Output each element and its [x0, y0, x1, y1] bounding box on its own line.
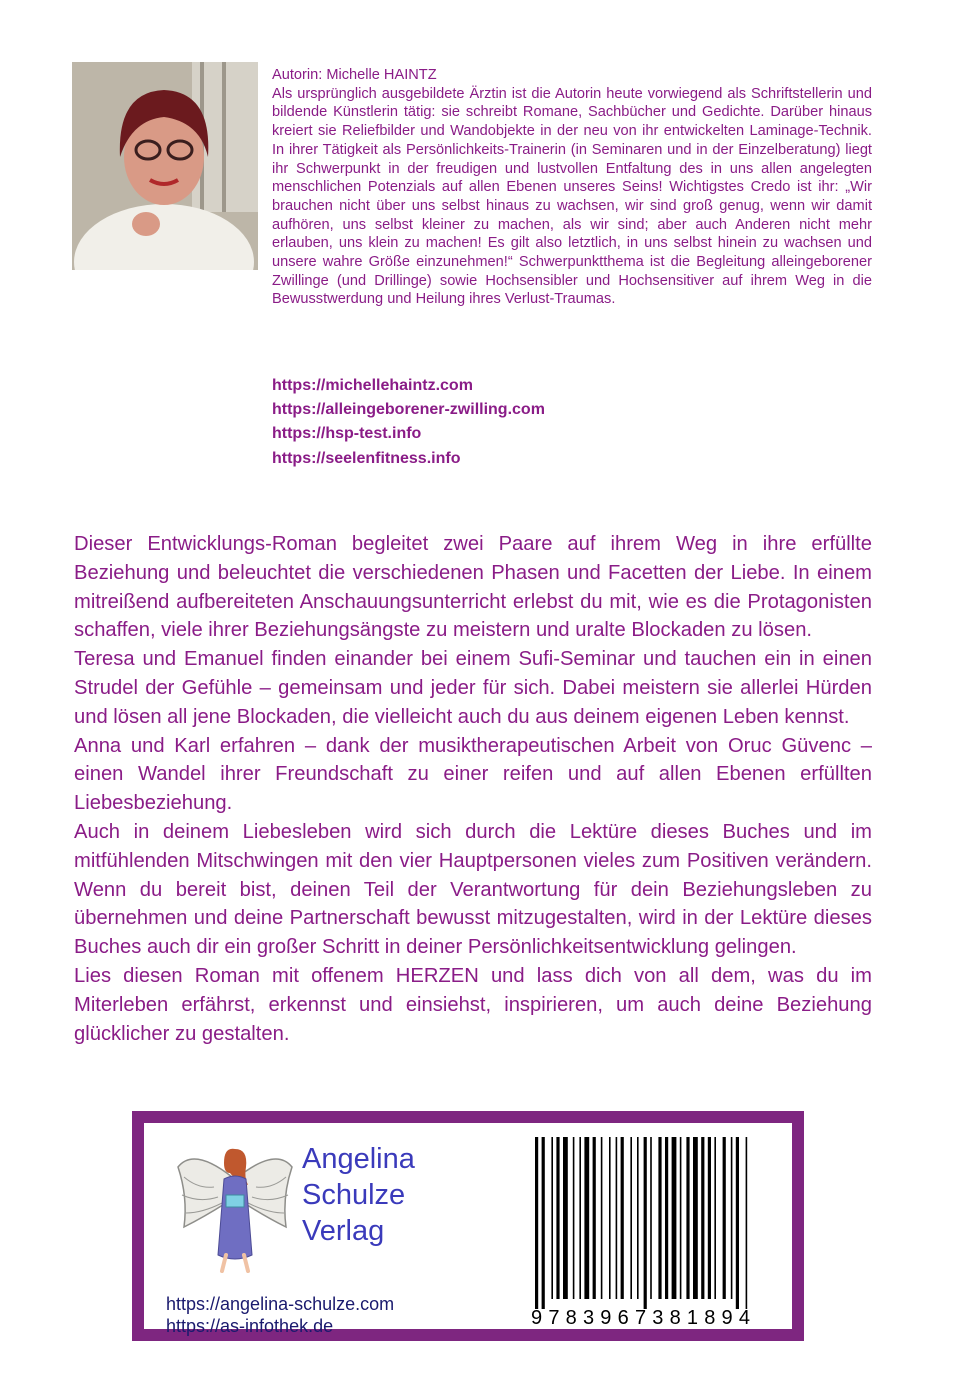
- publisher-name-line: Schulze: [302, 1179, 406, 1211]
- blurb-paragraph: Auch in deinem Liebesleben wird sich durch die Lektüre dieses Buches und im mitfühlenden Mitschwingen mit den vier Hauptpersonen vieles zum Positiven verändern. Wenn du bereit bist, deinen Teil der Verantwortung für dein Beziehungsleben zu übernehmen und deine Partnerschaft bewusst mitzugestalten, wird in der Lektüre dieses Buches auch dir ein großer Schritt in deiner Persönlichkeitsentwicklung gelingen.: [74, 820, 872, 959]
- link-alleingeborener-zwilling[interactable]: https://alleingeborener-zwilling.com: [272, 401, 545, 419]
- barcode-bar: [556, 1137, 559, 1299]
- barcode-bar: [551, 1137, 553, 1299]
- barcode-bar: [680, 1137, 682, 1299]
- blurb-paragraph: Teresa und Emanuel finden einander bei einem Sufi-Seminar und tauchen ein in einen Strudel der Gefühle – gemeinsam und jeder für sich. Dabei meistern sie allerlei Hürden und lösen all jene Blockaden, die vielleicht auch du aus deinem eigenen Leben kennst.: [74, 648, 872, 728]
- link-seelenfitness[interactable]: https://seelenfitness.info: [272, 449, 461, 467]
- book-blurb: [74, 530, 872, 1048]
- isbn-barcode: [531, 1137, 776, 1309]
- publisher-name-line: Verlag: [302, 1215, 385, 1247]
- link-hsp-test[interactable]: https://hsp-test.info: [272, 425, 422, 443]
- publisher-name: [302, 1141, 415, 1249]
- barcode-bar: [609, 1137, 611, 1299]
- author-photo: [72, 62, 258, 270]
- barcode-bar: [723, 1137, 726, 1299]
- barcode-bar: [701, 1137, 704, 1299]
- barcode-bar: [693, 1137, 698, 1299]
- barcode-bar: [616, 1137, 618, 1299]
- barcode-bar: [621, 1137, 624, 1299]
- barcode-bar: [644, 1137, 647, 1309]
- blurb-paragraph: Dieser Entwicklungs-Roman begleitet zwei Paare auf ihrem Weg in ihre erfüllte Beziehung und beleuchtet die verschiedenen Phasen und Facetten der Liebe. In einem mitreißend aufbereiteten Anschauungsunterricht erlebst du mit, wie es die Protagonisten schaffen, viele ihrer Beziehungsängste zu meistern und uralte Blockaden zu lösen.: [74, 533, 872, 642]
- barcode-bar: [672, 1137, 677, 1299]
- link-michellehaintz[interactable]: https://michellehaintz.com: [272, 377, 473, 394]
- barcode-bar: [736, 1137, 739, 1309]
- barcode-bar: [708, 1137, 711, 1299]
- publisher-box: [132, 1111, 804, 1341]
- barcode-bar: [584, 1137, 589, 1299]
- author-links: [272, 374, 545, 471]
- barcode-bar: [731, 1137, 733, 1299]
- barcode-bar: [630, 1137, 632, 1299]
- barcode-bar: [637, 1137, 639, 1299]
- blurb-paragraph: Anna und Karl erfahren – dank der musiktherapeutischen Arbeit von Oruc Güvenc – einen Wandel ihrer Freundschaft zu einer reifen und auf allen Ebenen erfüllten Liebesbeziehung.: [74, 734, 872, 815]
- publisher-url[interactable]: https://as-infothek.de: [166, 1316, 334, 1336]
- isbn-number: 9783967381894: [531, 1307, 757, 1329]
- barcode-bar: [665, 1137, 668, 1299]
- publisher-url[interactable]: https://angelina-schulze.com: [166, 1294, 395, 1314]
- barcode-bar: [746, 1137, 748, 1309]
- barcode-bar: [563, 1137, 568, 1299]
- author-section: [272, 66, 872, 309]
- barcode-bar: [579, 1137, 581, 1299]
- angel-logo-icon: [174, 1137, 296, 1275]
- barcode-bar: [542, 1137, 545, 1309]
- barcode-bar: [573, 1137, 575, 1299]
- barcode-bar: [686, 1137, 689, 1299]
- author-bio: Als ursprünglich ausgebildete Ärztin ist die Autorin heute vorwiegend als Schriftstellerin und bildende Künstlerin tätig: sie schreibt Romane, Sachbücher und Gedichte. Darüber hinaus kreiert sie Reliefbilder und Wandobjekte in der neu von ihr entwickelten Laminage-Technik. In ihrer Tätigkeit als Persönlichkeits-Trainerin (in Seminaren und in der Einzelberatung) liegt ihr Schwerpunkt in der freudigen und lustvollen Entfaltung des in uns allen angelegten menschlichen Potenzials auf allen Ebenen unseres Seins! Wichtigstes Credo ist ihr: „Wir brauchen nicht über uns selbst hinaus zu wachsen, wir sind groß genug, wenn wir damit aufhören, uns selbst kleiner zu machen, als wir sind; aber auch Anderen nicht mehr erlauben, uns klein zu machen! Es gilt also letztlich, in uns selbst hinein zu wachsen und unsere wahre Größe einzunehmen!“ Schwerpunktthema ist die Begleitung alleingeborener Zwillinge (und Drillinge) sowie Hochsensibler und Hochsensitiver auf ihrem Weg in die Bewusstwerdung und Heilung ihres Verlust-Traumas.: [272, 85, 872, 308]
- publisher-name-line: Angelina: [302, 1143, 415, 1175]
- barcode-bar: [658, 1137, 661, 1299]
- publisher-urls: [166, 1293, 394, 1337]
- blurb-paragraph: Lies diesen Roman mit offenem HERZEN und lass dich von all dem, was du im Miterleben erfährst, erkennst und einsiehst, inspirieren, um auch deine Beziehung glücklicher zu gestalten.: [74, 964, 872, 1045]
- barcode-bar: [593, 1137, 596, 1299]
- barcode-bar: [714, 1137, 716, 1299]
- author-heading: Autorin: Michelle HAINTZ: [272, 67, 437, 83]
- barcode-bar: [535, 1137, 538, 1309]
- barcode-bar: [650, 1137, 652, 1299]
- barcode-bar: [601, 1137, 603, 1299]
